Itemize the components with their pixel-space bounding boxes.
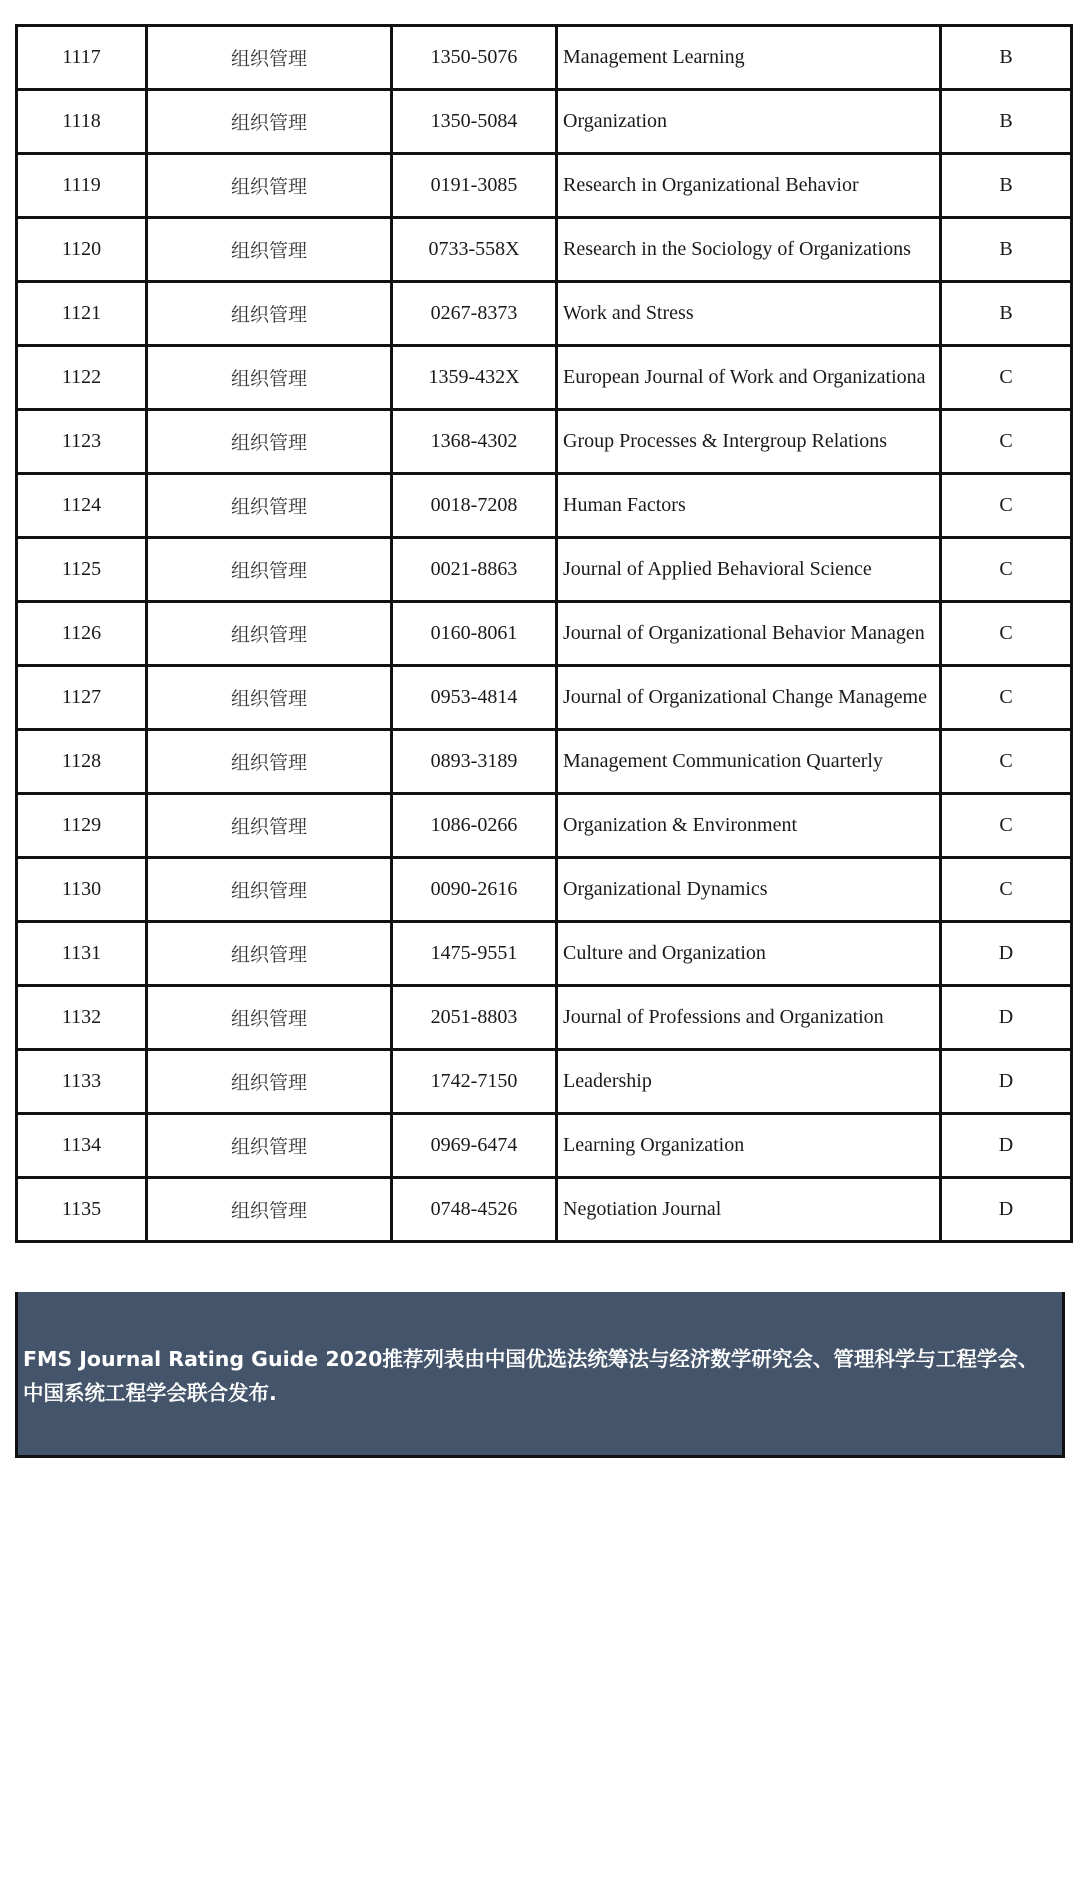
category-cell: 组织管理 [147, 474, 392, 538]
grade-cell: C [941, 730, 1072, 794]
journal-id-cell: 1124 [17, 474, 147, 538]
footer-note: FMS Journal Rating Guide 2020推荐列表由中国优选法统筹法与经济数学研究会、管理科学与工程学会、中国系统工程学会联合发布. [23, 1347, 1039, 1405]
journal-id-cell: 1120 [17, 218, 147, 282]
journal-id-cell: 1134 [17, 1114, 147, 1178]
journal-title-cell: Negotiation Journal [557, 1178, 941, 1242]
journal-id-cell: 1131 [17, 922, 147, 986]
category-cell: 组织管理 [147, 410, 392, 474]
category-cell: 组织管理 [147, 666, 392, 730]
journal-title-cell: Organization [557, 90, 941, 154]
grade-cell: D [941, 986, 1072, 1050]
table-row [17, 730, 1072, 794]
category-cell: 组织管理 [147, 154, 392, 218]
table-body [17, 26, 1072, 1242]
category-cell: 组织管理 [147, 538, 392, 602]
journal-id-cell: 1132 [17, 986, 147, 1050]
journal-title-cell: Research in Organizational Behavior [557, 154, 941, 218]
issn-cell: 1742-7150 [392, 1050, 557, 1114]
journal-title-cell: Leadership [557, 1050, 941, 1114]
issn-cell: 1368-4302 [392, 410, 557, 474]
journal-title-cell: Journal of Applied Behavioral Science [557, 538, 941, 602]
table-row [17, 26, 1072, 90]
category-cell: 组织管理 [147, 218, 392, 282]
table-row [17, 1178, 1072, 1242]
grade-cell: D [941, 1178, 1072, 1242]
issn-cell: 0748-4526 [392, 1178, 557, 1242]
grade-cell: C [941, 602, 1072, 666]
category-cell: 组织管理 [147, 730, 392, 794]
table-row [17, 154, 1072, 218]
journal-id-cell: 1117 [17, 26, 147, 90]
issn-cell: 1350-5084 [392, 90, 557, 154]
table-row [17, 474, 1072, 538]
grade-cell: B [941, 90, 1072, 154]
table-row [17, 218, 1072, 282]
category-cell: 组织管理 [147, 1178, 392, 1242]
journal-id-cell: 1127 [17, 666, 147, 730]
table-row [17, 1050, 1072, 1114]
category-cell: 组织管理 [147, 858, 392, 922]
journal-title-cell: Group Processes & Intergroup Relations [557, 410, 941, 474]
issn-cell: 0893-3189 [392, 730, 557, 794]
issn-cell: 1086-0266 [392, 794, 557, 858]
journal-title-cell: Management Communication Quarterly [557, 730, 941, 794]
footer-banner [15, 1292, 1065, 1458]
journal-title-cell: Work and Stress [557, 282, 941, 346]
grade-cell: B [941, 218, 1072, 282]
journal-title-cell: Culture and Organization [557, 922, 941, 986]
table-row [17, 602, 1072, 666]
issn-cell: 0267-8373 [392, 282, 557, 346]
issn-cell: 0191-3085 [392, 154, 557, 218]
journal-id-cell: 1130 [17, 858, 147, 922]
grade-cell: C [941, 410, 1072, 474]
table-row [17, 410, 1072, 474]
grade-cell: D [941, 1050, 1072, 1114]
journal-title-cell: Research in the Sociology of Organizations [557, 218, 941, 282]
journal-id-cell: 1125 [17, 538, 147, 602]
issn-cell: 0021-8863 [392, 538, 557, 602]
issn-cell: 0733-558X [392, 218, 557, 282]
journal-title-cell: Management Learning [557, 26, 941, 90]
issn-cell: 0160-8061 [392, 602, 557, 666]
issn-cell: 1350-5076 [392, 26, 557, 90]
grade-cell: C [941, 858, 1072, 922]
grade-cell: C [941, 346, 1072, 410]
journal-id-cell: 1135 [17, 1178, 147, 1242]
table-row [17, 794, 1072, 858]
journal-id-cell: 1121 [17, 282, 147, 346]
journal-title-cell: Human Factors [557, 474, 941, 538]
table-row [17, 90, 1072, 154]
issn-cell: 0953-4814 [392, 666, 557, 730]
table-row [17, 666, 1072, 730]
category-cell: 组织管理 [147, 1050, 392, 1114]
journal-title-cell: Journal of Professions and Organization [557, 986, 941, 1050]
grade-cell: B [941, 26, 1072, 90]
journal-title-cell: Journal of Organizational Behavior Managen [557, 602, 941, 666]
journal-id-cell: 1122 [17, 346, 147, 410]
table-row [17, 1114, 1072, 1178]
table-row [17, 538, 1072, 602]
journal-id-cell: 1123 [17, 410, 147, 474]
category-cell: 组织管理 [147, 1114, 392, 1178]
grade-cell: C [941, 474, 1072, 538]
category-cell: 组织管理 [147, 26, 392, 90]
grade-cell: B [941, 282, 1072, 346]
grade-cell: C [941, 666, 1072, 730]
category-cell: 组织管理 [147, 602, 392, 666]
grade-cell: C [941, 794, 1072, 858]
grade-cell: B [941, 154, 1072, 218]
journal-title-cell: Learning Organization [557, 1114, 941, 1178]
issn-cell: 0090-2616 [392, 858, 557, 922]
journal-id-cell: 1129 [17, 794, 147, 858]
journal-id-cell: 1128 [17, 730, 147, 794]
issn-cell: 1359-432X [392, 346, 557, 410]
journal-id-cell: 1118 [17, 90, 147, 154]
journal-rating-table [15, 24, 1073, 1243]
table-row [17, 922, 1072, 986]
table-row [17, 986, 1072, 1050]
journal-title-cell: Journal of Organizational Change Manageme [557, 666, 941, 730]
journal-id-cell: 1126 [17, 602, 147, 666]
grade-cell: D [941, 922, 1072, 986]
journal-title-cell: Organizational Dynamics [557, 858, 941, 922]
issn-cell: 2051-8803 [392, 986, 557, 1050]
grade-cell: D [941, 1114, 1072, 1178]
table-row [17, 346, 1072, 410]
category-cell: 组织管理 [147, 346, 392, 410]
category-cell: 组织管理 [147, 794, 392, 858]
issn-cell: 0969-6474 [392, 1114, 557, 1178]
journal-title-cell: European Journal of Work and Organizationa [557, 346, 941, 410]
category-cell: 组织管理 [147, 922, 392, 986]
category-cell: 组织管理 [147, 90, 392, 154]
issn-cell: 1475-9551 [392, 922, 557, 986]
table-row [17, 858, 1072, 922]
category-cell: 组织管理 [147, 986, 392, 1050]
journal-id-cell: 1119 [17, 154, 147, 218]
grade-cell: C [941, 538, 1072, 602]
journal-id-cell: 1133 [17, 1050, 147, 1114]
journal-title-cell: Organization & Environment [557, 794, 941, 858]
table-row [17, 282, 1072, 346]
category-cell: 组织管理 [147, 282, 392, 346]
issn-cell: 0018-7208 [392, 474, 557, 538]
